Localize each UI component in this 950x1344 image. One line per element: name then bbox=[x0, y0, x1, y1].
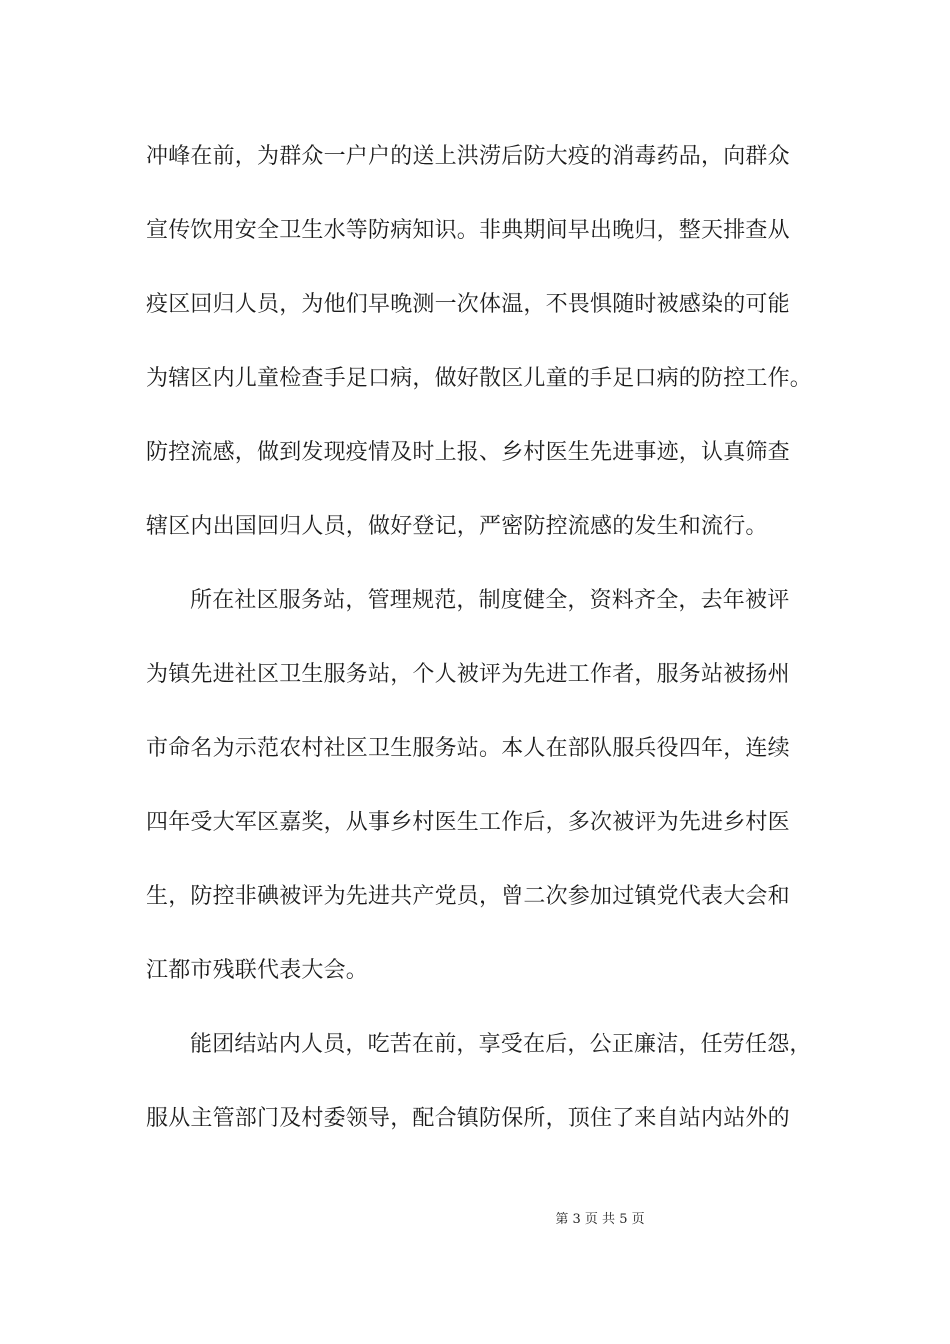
paragraph-start-line: 能团结站内人员，吃苦在前，享受在后，公正廉洁，任劳任怨， bbox=[190, 1032, 812, 1057]
text-line: 生，防控非碘被评为先进共产党员，曾二次参加过镇党代表大会和 bbox=[146, 884, 790, 909]
page-footer bbox=[0, 1208, 950, 1227]
text-line: 防控流感，做到发现疫情及时上报、乡村医生先进事迹，认真筛查 bbox=[146, 440, 790, 465]
text-line: 疫区回归人员，为他们早晚测一次体温，不畏惧随时被感染的可能 bbox=[146, 292, 790, 317]
text-line: 为镇先进社区卫生服务站，个人被评为先进工作者，服务站被扬州 bbox=[146, 662, 790, 687]
text-line: 服从主管部门及村委领导，配合镇防保所，顶住了来自站内站外的 bbox=[146, 1106, 790, 1131]
text-line: 冲峰在前，为群众一户户的送上洪涝后防大疫的消毒药品，向群众 bbox=[146, 144, 790, 169]
paragraph-start-line: 所在社区服务站，管理规范，制度健全，资料齐全，去年被评 bbox=[190, 588, 790, 613]
text-line: 四年受大军区嘉奖，从事乡村医生工作后，多次被评为先进乡村医 bbox=[146, 810, 790, 835]
text-line: 辖区内出国回归人员，做好登记，严密防控流感的发生和流行。 bbox=[146, 514, 768, 539]
body-text bbox=[146, 130, 816, 1166]
page-number: 第 3 页 共 5 页 bbox=[555, 1212, 645, 1227]
text-line: 江都市残联代表大会。 bbox=[146, 958, 369, 983]
text-line: 市命名为示范农村社区卫生服务站。本人在部队服兵役四年，连续 bbox=[146, 736, 790, 761]
text-line: 为辖区内儿童检查手足口病，做好散区儿童的手足口病的防控工作。 bbox=[146, 366, 813, 391]
text-line: 宣传饮用安全卫生水等防病知识。非典期间早出晚归，整天排查从 bbox=[146, 218, 790, 243]
